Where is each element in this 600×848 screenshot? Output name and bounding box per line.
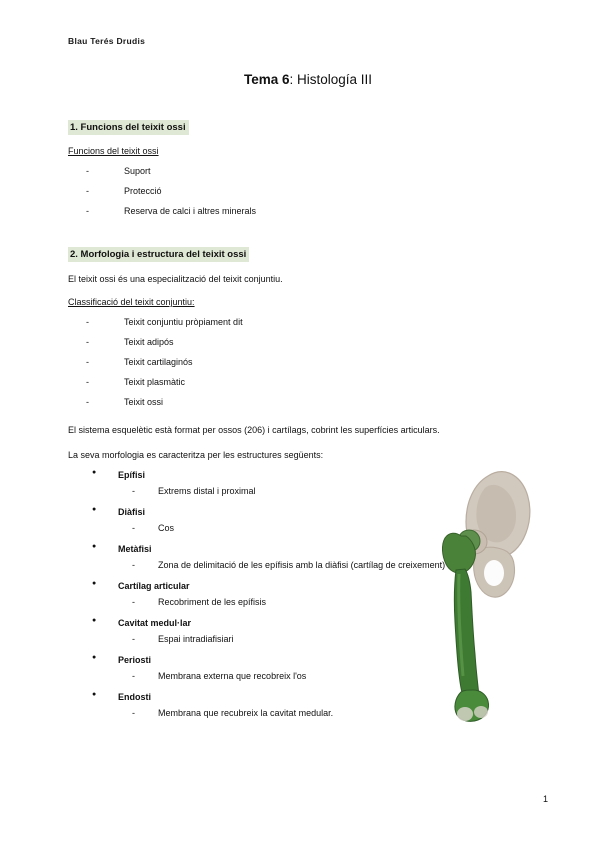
section-2-paragraph-1: El sistema esquelètic està format per ossos (206) i cartílags, cobrint les superfícies articulars. [68, 425, 440, 435]
list-item: - Protecció [86, 182, 548, 202]
structure-term: Endosti [118, 691, 151, 702]
section-2-subheading: Classificació del teixit conjuntiu: [68, 297, 195, 308]
list-item: - Membrana externa que recobreix l'os [118, 665, 548, 684]
section-1-heading: 1. Funcions del teixit ossi [68, 120, 189, 135]
list-item: - Teixit ossi [86, 393, 548, 413]
page-title-light: : Histología III [289, 72, 373, 87]
section-1-list [68, 162, 548, 222]
list-item: - Zona de delimitació de les epífisis amb la diàfisi (cartílag de creixement) [118, 554, 488, 573]
section-2-intro: El teixit ossi és una especialització del teixit conjuntiu. [68, 273, 283, 284]
list-item: - Extrems distal i proximal [118, 480, 548, 499]
section-2-heading: 2. Morfologia i estructura del teixit ossi [68, 247, 249, 262]
structure-term: Epífisi [118, 470, 146, 480]
structure-term: Metàfisi [118, 543, 152, 554]
structure-term: Cartílag articular [118, 580, 190, 591]
section-2-paragraph-2: La seva morfologia es caracteritza per les estructures següents: [68, 449, 324, 460]
structure-term: Diàfisi [118, 506, 146, 517]
bone-illustration-icon [430, 470, 560, 725]
author-name: Blau Terés Drudis [68, 36, 146, 46]
list-item: - Espai intradiafisiari [118, 628, 548, 647]
section-1-subheading: Funcions del teixit ossi [68, 146, 159, 156]
list-item: - Cos [118, 517, 548, 536]
page-number: 1 [542, 794, 548, 804]
list-item: - Recobriment de les epífisis [118, 591, 548, 610]
structure-term: Periosti [118, 654, 152, 665]
list-item: - Teixit plasmàtic [86, 373, 548, 393]
structure-term: Cavitat medul·lar [118, 617, 192, 628]
page-title [68, 72, 548, 87]
section-1 [68, 117, 548, 222]
list-item: - Teixit adipós [86, 333, 548, 353]
page-title-strong: Tema 6 [243, 72, 290, 87]
list-item: - Teixit conjuntiu pròpiament dit [86, 313, 548, 333]
list-item: - Suport [86, 162, 548, 182]
list-item: - Teixit cartilaginós [86, 353, 548, 373]
femur-pelvis-anatomy-image [430, 470, 560, 725]
list-item: - Membrana que recubreix la cavitat medular. [118, 702, 548, 721]
section-2-list [68, 313, 548, 413]
list-item: - Reserva de calci i altres minerals [86, 202, 548, 222]
